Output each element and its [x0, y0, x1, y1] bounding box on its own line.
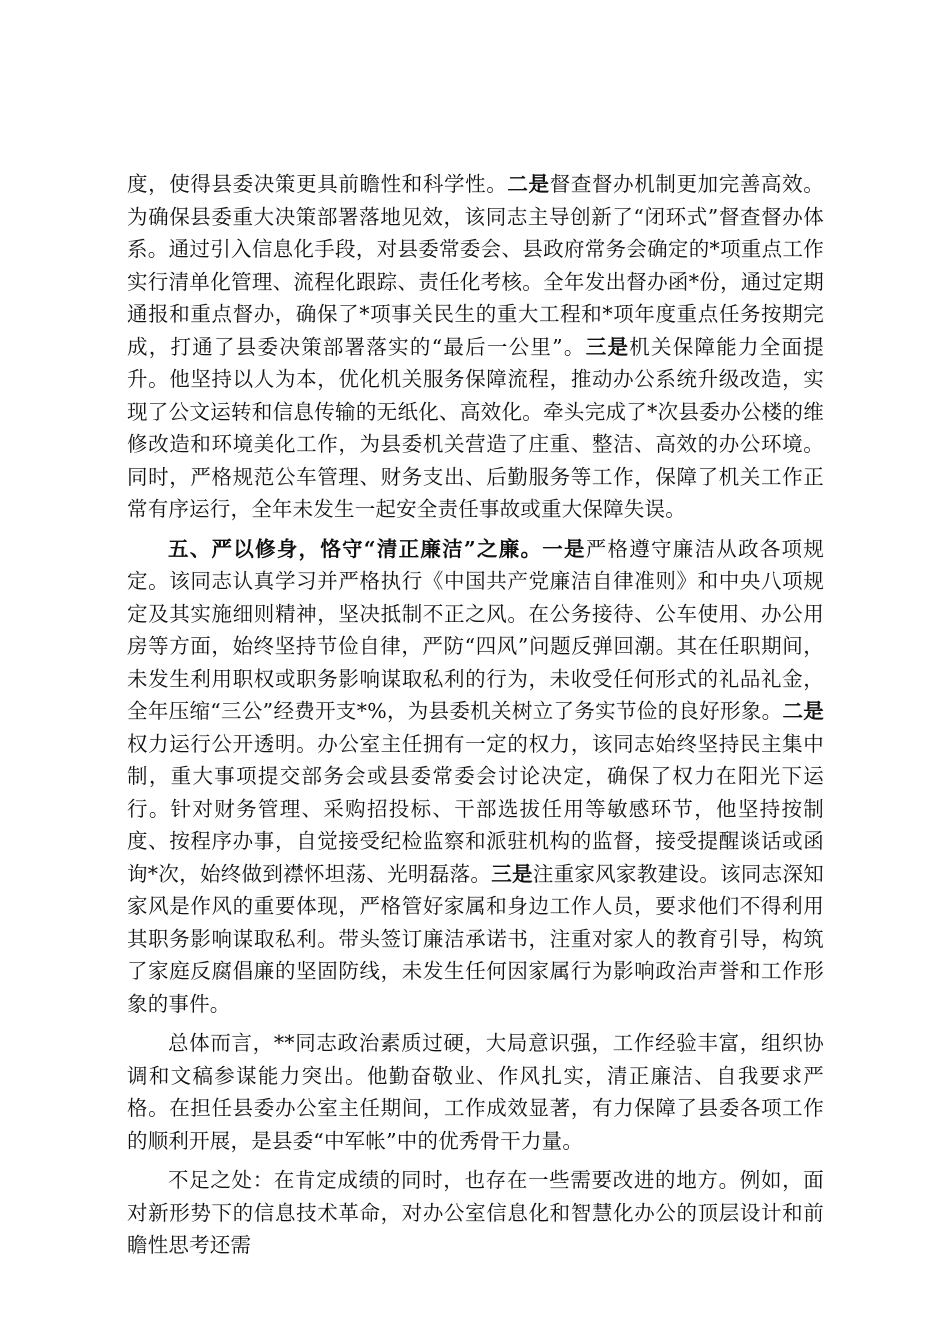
paragraph-summary: [127, 1027, 824, 1157]
body-text: 总体而言，**同志政治素质过硬，大局意识强，工作经验丰富，组织协调和文稿参谋能力突出。他勤奋敬业、作风扎实，清正廉洁、自我要求严格。在担任县委办公室主任期间，工作成效显著，有力保障了县委各项工作的顺利开展，是县委“中军帐”中的优秀骨干力量。: [127, 1031, 824, 1153]
body-text: 权力运行公开透明。办公室主任拥有一定的权力，该同志始终坚持民主集中制，重大事项提交部务会或县委常委会讨论决定，确保了权力在阳光下运行。针对财务管理、采购招投标、干部选拔任用等敏感环节，他坚持按制度、按程序办事，自觉接受纪检监察和派驻机构的监督，接受提醒谈话或函询*次，始终做到襟怀坦荡、光明磊落。: [127, 731, 824, 886]
bold-lead-text: 五、严以修身，恪守“清正廉洁”之廉。一是: [168, 536, 586, 561]
bold-lead-text: 二是: [782, 699, 824, 723]
bold-lead-text: 三是: [491, 861, 533, 886]
bold-lead-text: 二是: [507, 172, 550, 196]
paragraph-shortcomings: [127, 1164, 824, 1262]
body-text: 度，使得县委决策更具前瞻性和科学性。: [127, 172, 508, 196]
document-body: [127, 168, 824, 1264]
bold-lead-text: 三是: [585, 334, 630, 359]
body-text: 机关保障能力全面提升。他坚持以人为本，优化机关服务保障流程，推动办公系统升级改造，实现了公文运转和信息传输的无纸化、高效化。牵头完成了*次县委办公楼的维修改造和环境美化工作，为县委机关营造了庄重、整洁、高效的办公环境。同时，严格规范公车管理、财务支出、后勤服务等工作，保障了机关工作正常有序运行，全年未发生一起安全责任事故或重大保障失误。: [127, 334, 824, 521]
body-text: 注重家风家教建设。该同志深知家风是作风的重要体现，严格管好家属和身边工作人员，要求他们不得利用其职务影响谋取私利。带头签订廉洁承诺书，注重对家人的教育引导，构筑了家庭反腐倡廉的坚固防线，未发生任何因家属行为影响政治声誉和工作形象的事件。: [127, 861, 824, 1016]
body-text: 督查督办机制更加完善高效。为确保县委重大决策部署落地见效，该同志主导创新了“闭环式”督查督办体系。通过引入信息化手段，对县委常委会、县政府常务会确定的*项重点工作实行清单化管理、流程化跟踪、责任化考核。全年发出督办函*份，通过定期通报和重点督办，确保了*项事关民生的重大工程和*项年度重点任务按期完成，打通了县委决策部署落实的“最后一公里”。: [127, 172, 824, 359]
body-text: 不足之处：在肯定成绩的同时，也存在一些需要改进的地方。例如，面对新形势下的信息技术革命，对办公室信息化和智慧化办公的顶层设计和前瞻性思考还需: [127, 1168, 824, 1257]
paragraph-section-five: [127, 533, 824, 1021]
paragraph-continuation: [127, 168, 824, 526]
body-text: 严格遵守廉洁从政各项规定。该同志认真学习并严格执行《中国共产党廉洁自律准则》和中央八项规定及其实施细则精神，坚决抵制不正之风。在公务接待、公车使用、办公用房等方面，始终坚持节俭自律，严防“四风”问题反弹回潮。其在任职期间，未发生利用职权或职务影响谋取私利的行为，未收受任何形式的礼品礼金，全年压缩“三公”经费开支*%，为县委机关树立了务实节俭的良好形象。: [127, 536, 824, 723]
